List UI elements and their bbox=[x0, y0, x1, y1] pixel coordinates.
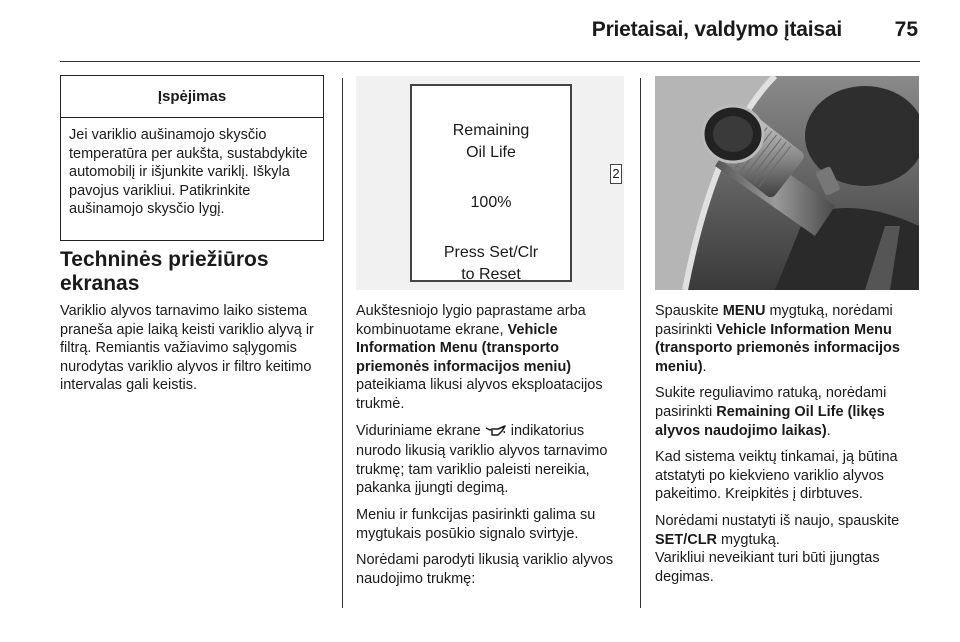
paragraph: Varikliui neveikiant turi būti įjungtas degimas. bbox=[655, 550, 880, 585]
warning-body: Jei variklio aušinamojo skysčio temperatūra per aukšta, sustabdykite automobilį ir išjunkite variklį. Iškyla pavojus varikliui. Patikrinkite aušinamojo skysčio lygį. bbox=[69, 127, 308, 218]
oil-life-display-illustration bbox=[356, 76, 624, 290]
paragraph: Kad sistema veiktų tinkamai, ją būtina atstatyti po kiekvieno variklio alyvos pakeitimo. Kreipkitės į dirbtuves. bbox=[655, 449, 898, 503]
header-title: Prietaisai, valdymo įtaisai bbox=[591, 18, 842, 41]
text: pateikiama likusi alyvos eksploatacijos trukmė. bbox=[356, 377, 603, 412]
bold-text: SET/CLR bbox=[655, 531, 718, 548]
text: mygtuką, norėdami pasirinkti bbox=[655, 303, 893, 338]
paragraph bbox=[655, 302, 927, 376]
paragraph: Meniu ir funkcijas pasirinkti galima su mygtukais posūkio signalo svirtyje. bbox=[356, 506, 596, 542]
bold-text: Vehicle Information Menu (transporto priemonės informacijos meniu) bbox=[356, 321, 572, 375]
paragraph bbox=[655, 384, 927, 440]
text: Spauskite bbox=[655, 303, 723, 319]
warning-box bbox=[60, 75, 324, 241]
text: Viduriniame ekrane bbox=[356, 422, 485, 439]
turn-signal-lever-photo bbox=[655, 76, 919, 290]
bold-text: Remaining Oil Life (likęs alyvos naudojimo laikas) bbox=[655, 403, 885, 439]
header-divider bbox=[60, 61, 920, 62]
paragraph bbox=[655, 512, 927, 549]
text: Aukštesniojo lygio paprastame arba kombinuotame ekrane, bbox=[356, 303, 586, 338]
text: . bbox=[826, 422, 831, 439]
column-divider-2 bbox=[640, 78, 641, 608]
section-title: Techninės priežiūros ekranas bbox=[60, 248, 269, 295]
page-header bbox=[0, 0, 960, 56]
paragraph bbox=[356, 302, 628, 414]
column-divider-1 bbox=[342, 78, 343, 608]
text: indikatorius nurodo likusią variklio alyvos tarnavimo trukmę; tam variklio paleisti nereikia, pakanka įjungti degimą. bbox=[356, 422, 608, 497]
bold-text: MENU bbox=[722, 303, 766, 319]
page-number: 75 bbox=[894, 18, 918, 41]
display-line-2: Oil Life bbox=[466, 144, 516, 161]
display-line-1: Remaining bbox=[452, 122, 530, 139]
text: . bbox=[702, 358, 707, 375]
column-2-text bbox=[356, 302, 628, 596]
warning-heading: Įspėjimas bbox=[61, 76, 323, 118]
oil-can-icon bbox=[485, 424, 507, 443]
display-page-indicator: 2 bbox=[610, 164, 622, 184]
text: Sukite reguliavimo ratuką, norėdami pasirinkti bbox=[655, 385, 887, 420]
display-line-4: to Reset bbox=[461, 266, 521, 283]
bold-text: Vehicle Information Menu (transporto priemonės informacijos meniu) bbox=[655, 321, 900, 375]
paragraph: Norėdami parodyti likusią variklio alyvos naudojimo trukmę: bbox=[356, 552, 614, 587]
section-intro: Variklio alyvos tarnavimo laiko sistema praneša apie laiką keisti variklio alyvą ir filtrą. Remiantis važiavimo sąlygomis nurodytas variklio alyvos ir filtro keitimo intervalas gali keistis. bbox=[60, 303, 314, 394]
display-screen bbox=[410, 84, 620, 283]
text: mygtuką. bbox=[717, 531, 780, 548]
text: Norėdami nustatyti iš naujo, spauskite bbox=[655, 512, 900, 529]
display-line-3: Press Set/Clr bbox=[443, 244, 539, 261]
display-percent: 100% bbox=[470, 194, 512, 211]
column-3-text bbox=[655, 302, 927, 594]
paragraph bbox=[356, 422, 628, 498]
